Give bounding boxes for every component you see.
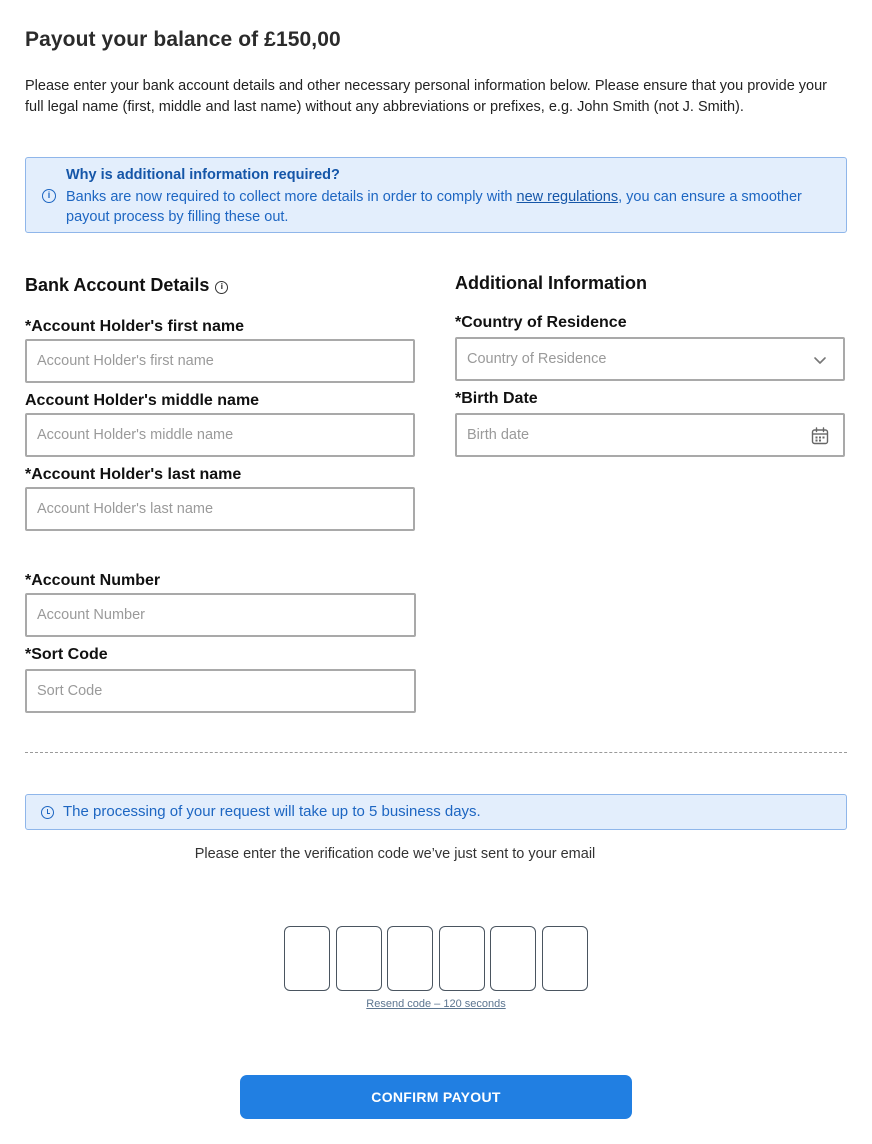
code-digit-5[interactable] [490, 926, 536, 991]
middle-name-field [25, 413, 415, 457]
intro-text: Please enter your bank account details and other necessary personal information below. Please ensure that you provide your full legal name (first, middle and last name) without any abbreviations or prefixes, e.g. John Smith (not J. Smith). [25, 78, 828, 115]
chevron-down-icon[interactable] [811, 351, 829, 369]
first-name-input[interactable] [27, 341, 413, 381]
birth-date-input[interactable] [457, 415, 843, 455]
code-digit-2[interactable] [336, 926, 382, 991]
birth-date-field [455, 413, 845, 457]
first-name-field [25, 339, 415, 383]
sort-code-field [25, 669, 416, 713]
info-box-body-end: , you can ensure a smoother payout process by filling these out. [66, 189, 802, 225]
new-regulations-link[interactable]: new regulations [516, 189, 619, 205]
last-name-field [25, 487, 415, 531]
account-number-label: *Account Number [25, 572, 161, 589]
sort-code-input[interactable] [27, 671, 414, 711]
birth-date-label: *Birth Date [455, 390, 538, 407]
info-box [25, 157, 847, 233]
code-digit-4[interactable] [439, 926, 485, 991]
country-select[interactable] [455, 337, 845, 381]
verification-instruction: Please enter the verification code we’ve just sent to your email [194, 846, 596, 862]
bank-details-heading [25, 275, 228, 296]
code-digit-1[interactable] [284, 926, 330, 991]
last-name-label: *Account Holder's last name [25, 466, 242, 483]
sort-code-label: *Sort Code [25, 646, 108, 663]
resend-code-link[interactable]: Resend code – 120 seconds [366, 998, 506, 1010]
calendar-icon[interactable] [811, 427, 829, 445]
info-icon: i [42, 189, 56, 203]
middle-name-label: Account Holder's middle name [25, 392, 260, 409]
info-box-body [66, 187, 841, 227]
account-number-input[interactable] [27, 595, 414, 635]
country-input[interactable] [457, 339, 843, 379]
first-name-label: *Account Holder's first name [25, 318, 244, 335]
code-digit-6[interactable] [542, 926, 588, 991]
additional-info-title: Additional Information [455, 273, 647, 293]
info-box-body-start: Banks are now required to collect more details in order to comply with [66, 189, 517, 205]
processing-notice [25, 794, 847, 830]
clock-icon [41, 806, 54, 819]
bank-details-title: Bank Account Details [25, 275, 210, 295]
info-box-title: Why is additional information required? [66, 167, 340, 183]
country-label: *Country of Residence [455, 314, 627, 331]
processing-notice-text: The processing of your request will take up to 5 business days. [63, 803, 481, 820]
last-name-input[interactable] [27, 489, 413, 529]
section-divider [25, 752, 847, 753]
code-digit-3[interactable] [387, 926, 433, 991]
middle-name-input[interactable] [27, 415, 413, 455]
info-icon[interactable]: i [215, 281, 228, 294]
page-title: Payout your balance of £150,00 [25, 28, 341, 51]
account-number-field [25, 593, 416, 637]
confirm-payout-button[interactable]: CONFIRM PAYOUT [240, 1075, 632, 1119]
